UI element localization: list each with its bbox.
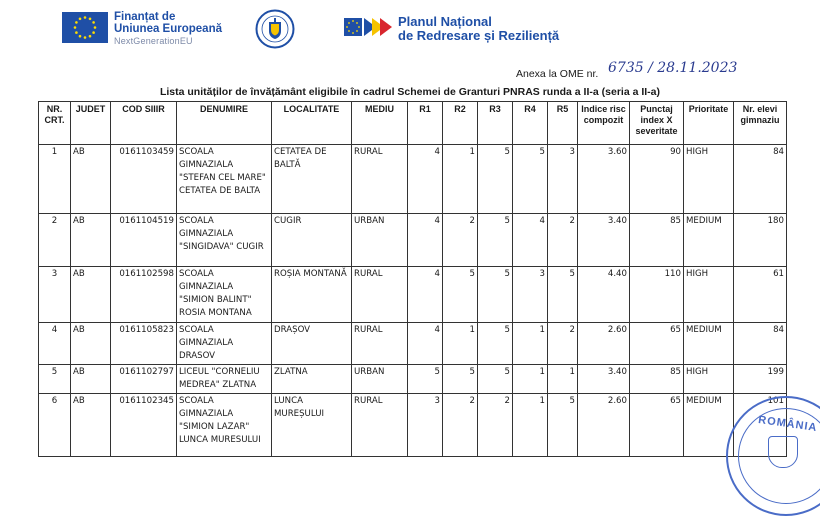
cell-nr-elevi: 199 [734,365,787,394]
cell-r3: 5 [478,145,513,214]
cell-denumire: SCOALA GIMNAZIALA "SIMION LAZAR" LUNCA MURESULUI [177,394,272,457]
pnrr-line-1: Planul Național [398,14,492,29]
cell-r1: 4 [408,214,443,267]
cell-punctaj: 65 [630,323,684,365]
cell-r4: 4 [513,214,548,267]
eu-funding-text [114,11,222,47]
cell-r5: 3 [548,145,578,214]
cell-r1: 4 [408,267,443,323]
column-header: JUDET [71,102,111,145]
cell-punctaj: 90 [630,145,684,214]
document-header [0,0,820,62]
handwritten-order-number: 6735 / 28.11.2023 [608,60,738,76]
cell-prioritate: MEDIUM [684,394,734,457]
cell-r2: 5 [443,365,478,394]
cell-localitate: LUNCA MUREȘULUI [272,394,352,457]
cell-punctaj: 85 [630,214,684,267]
cell-nr-crt: 6 [39,394,71,457]
cell-denumire: SCOALA GIMNAZIALA "SIMION BALINT" ROSIA MONTANA [177,267,272,323]
eligible-schools-table [38,101,787,457]
cell-mediu: RURAL [352,394,408,457]
cell-r4: 1 [513,365,548,394]
cell-mediu: URBAN [352,214,408,267]
column-header: Punctaj index X severitate [630,102,684,145]
cell-r4: 5 [513,145,548,214]
cell-prioritate: MEDIUM [684,214,734,267]
cell-mediu: RURAL [352,323,408,365]
cell-indice-risc: 3.40 [578,214,630,267]
cell-localitate: ZLATNA [272,365,352,394]
cell-judet: AB [71,365,111,394]
cell-denumire: SCOALA GIMNAZIALA DRASOV [177,323,272,365]
cell-r3: 2 [478,394,513,457]
column-header: Nr. elevi gimnaziu [734,102,787,145]
eu-line-3: NextGenerationEU [114,36,193,46]
cell-cod-siiir: 0161102345 [111,394,177,457]
cell-localitate: DRAȘOV [272,323,352,365]
cell-nr-elevi: 180 [734,214,787,267]
cell-r4: 1 [513,323,548,365]
cell-nr-crt: 2 [39,214,71,267]
cell-r2: 5 [443,267,478,323]
cell-localitate: CETATEA DE BALTĂ [272,145,352,214]
cell-mediu: RURAL [352,267,408,323]
cell-r3: 5 [478,323,513,365]
cell-r1: 4 [408,323,443,365]
romanian-government-seal-icon [255,9,295,49]
cell-prioritate: HIGH [684,365,734,394]
cell-indice-risc: 3.40 [578,365,630,394]
cell-r1: 4 [408,145,443,214]
pnrr-line-2: de Redresare și Reziliență [398,28,560,43]
cell-cod-siiir: 0161102598 [111,267,177,323]
cell-cod-siiir: 0161102797 [111,365,177,394]
column-header: LOCALITATE [272,102,352,145]
cell-nr-crt: 3 [39,267,71,323]
cell-cod-siiir: 0161105823 [111,323,177,365]
cell-denumire: SCOALA GIMNAZIALA "SINGIDAVA" CUGIR [177,214,272,267]
table-header-row [39,102,787,145]
cell-localitate: ROȘIA MONTANĂ [272,267,352,323]
cell-localitate: CUGIR [272,214,352,267]
column-header: R4 [513,102,548,145]
cell-r3: 5 [478,365,513,394]
cell-nr-crt: 5 [39,365,71,394]
cell-cod-siiir: 0161103459 [111,145,177,214]
cell-indice-risc: 2.60 [578,323,630,365]
cell-r4: 3 [513,267,548,323]
cell-cod-siiir: 0161104519 [111,214,177,267]
cell-denumire: SCOALA GIMNAZIALA "STEFAN CEL MARE" CETATEA DE BALTA [177,145,272,214]
annex-label: Anexa la OME nr. [516,68,599,80]
cell-indice-risc: 4.40 [578,267,630,323]
cell-r1: 3 [408,394,443,457]
cell-r5: 5 [548,394,578,457]
cell-judet: AB [71,394,111,457]
pnrr-logo-icon [344,14,396,40]
cell-nr-crt: 4 [39,323,71,365]
table-row [39,145,787,214]
cell-r1: 5 [408,365,443,394]
column-header: MEDIU [352,102,408,145]
table-row [39,365,787,394]
cell-indice-risc: 2.60 [578,394,630,457]
column-header: R1 [408,102,443,145]
cell-judet: AB [71,267,111,323]
column-header: R2 [443,102,478,145]
cell-prioritate: HIGH [684,267,734,323]
cell-r2: 1 [443,323,478,365]
cell-nr-elevi: 84 [734,145,787,214]
eu-flag-icon [62,12,108,43]
column-header: DENUMIRE [177,102,272,145]
cell-punctaj: 110 [630,267,684,323]
column-header: R5 [548,102,578,145]
table-row [39,267,787,323]
cell-r3: 5 [478,214,513,267]
column-header: Indice risc compozit [578,102,630,145]
cell-r3: 5 [478,267,513,323]
column-header: COD SIIIR [111,102,177,145]
document-title: Lista unităților de învățământ eligibile în cadrul Schemei de Granturi PNRAS runda a II-a (seria a II-a) [159,86,661,98]
cell-nr-elevi: 61 [734,267,787,323]
eu-line-2: Uniunea Europeană [114,23,222,35]
cell-r2: 1 [443,145,478,214]
eu-line-1: Finanțat de [114,11,176,23]
table-body [39,145,787,457]
cell-r5: 1 [548,365,578,394]
annex-reference [516,60,738,80]
cell-r5: 2 [548,214,578,267]
stamp-text: ROMÂNIA [757,413,819,435]
cell-punctaj: 85 [630,365,684,394]
cell-indice-risc: 3.60 [578,145,630,214]
table-row [39,394,787,457]
cell-prioritate: HIGH [684,145,734,214]
cell-nr-elevi: 84 [734,323,787,365]
cell-nr-elevi: 101 [734,394,787,457]
table-row [39,323,787,365]
cell-judet: AB [71,214,111,267]
cell-mediu: URBAN [352,365,408,394]
cell-punctaj: 65 [630,394,684,457]
column-header: NR. CRT. [39,102,71,145]
stamp-crest-icon [768,436,798,468]
pnrr-title [398,15,559,43]
column-header: Prioritate [684,102,734,145]
cell-mediu: RURAL [352,145,408,214]
cell-r5: 5 [548,267,578,323]
cell-judet: AB [71,145,111,214]
column-header: R3 [478,102,513,145]
cell-r2: 2 [443,394,478,457]
table-row [39,214,787,267]
cell-r4: 1 [513,394,548,457]
cell-nr-crt: 1 [39,145,71,214]
cell-prioritate: MEDIUM [684,323,734,365]
cell-r5: 2 [548,323,578,365]
cell-r2: 2 [443,214,478,267]
cell-judet: AB [71,323,111,365]
cell-denumire: LICEUL "CORNELIU MEDREA" ZLATNA [177,365,272,394]
